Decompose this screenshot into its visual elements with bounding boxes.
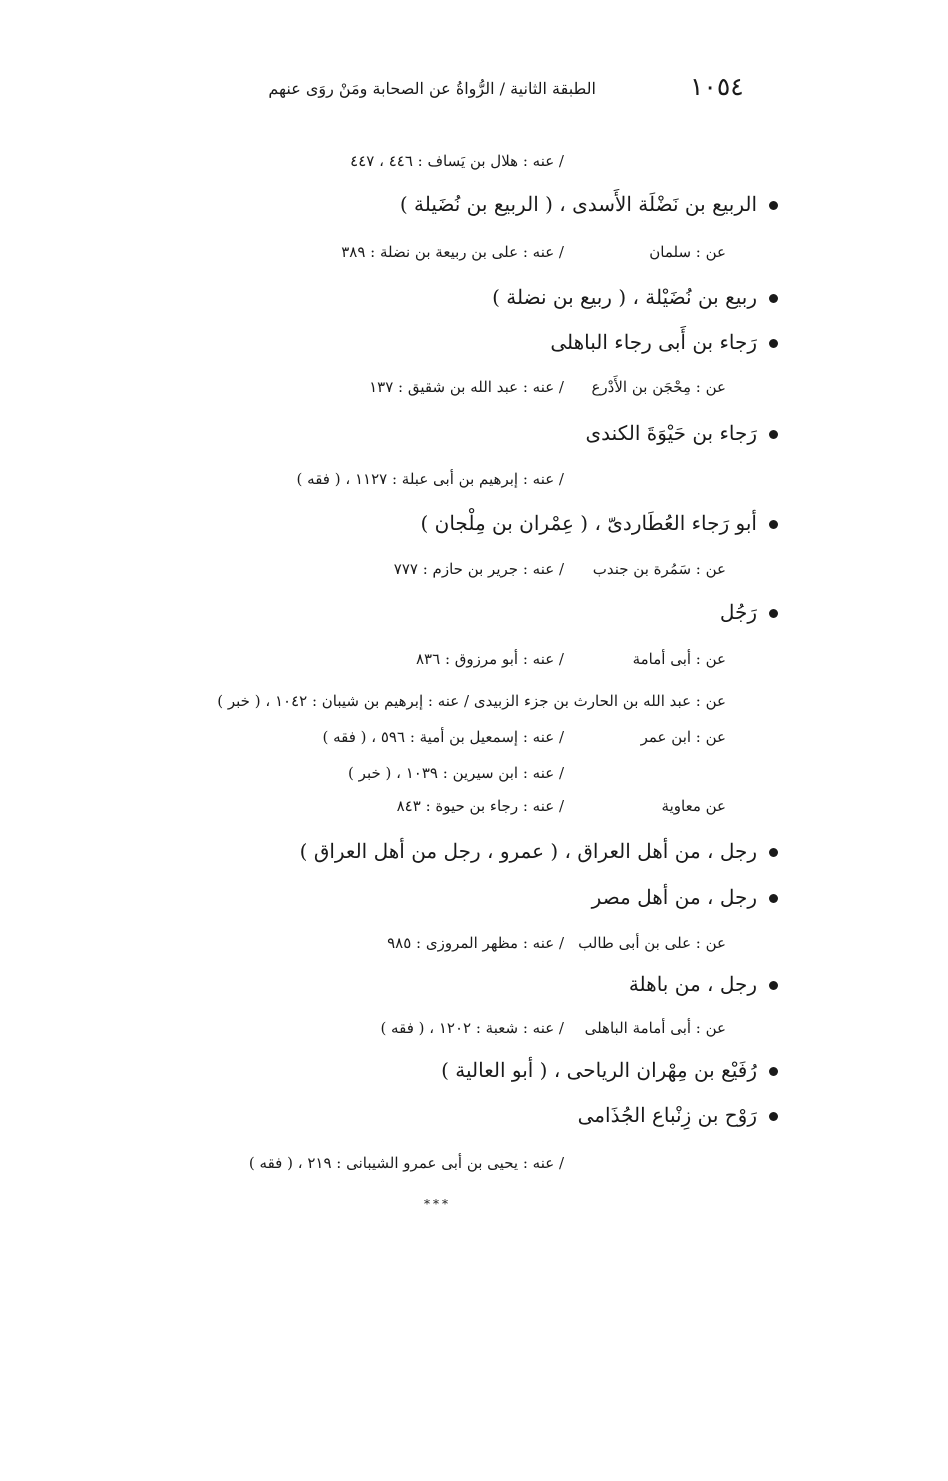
bullet-icon (769, 430, 778, 439)
narrator-line: / عنه : يحيى بن أبى عمرو الشيبانى : ٢١٩ ، ( فقه ) (248, 1154, 564, 1172)
running-title: الطبقة الثانية / الرُّواةُ عن الصحابة ومَنْ روَى عنهم (268, 79, 596, 98)
narrator-line: / عنه : ابن سيرين : ١٠٣٩ ، ( خبر ) (348, 764, 564, 782)
entry-heading: رَوْح بن زِنْباع الجُذَامى (578, 1103, 778, 1127)
narrator-line: / عنه : رجاء بن حيوة : ٨٤٣ (396, 797, 564, 815)
source-line: عن : سلمان (649, 243, 726, 261)
bullet-icon (769, 894, 778, 903)
source-line: عن : سَمُرة بن جندب (592, 560, 726, 578)
source-line: عن : على بن أبى طالب (578, 934, 726, 952)
source-line: عن : عبد الله بن الحارث بن جزء الزبيدى / عنه : إبرهيم بن شيبان : ١٠٤٢ ، ( خبر ) (217, 692, 726, 710)
bullet-icon (769, 981, 778, 990)
narrator-line: / عنه : أبو مرزوق : ٨٣٦ (416, 650, 564, 668)
entry-heading: رَجُل (720, 600, 778, 624)
narrator-line: / عنه : عبد الله بن شقيق : ١٣٧ (369, 378, 564, 396)
entry-heading: رجل ، من باهلة (629, 972, 778, 996)
entry-heading: ربيع بن نُضَيْلة ، ( ربيع بن نضلة ) (492, 285, 778, 309)
page-number: ١٠٥٤ (690, 72, 744, 101)
narrator-line: / عنه : على بن ربيعة بن نضلة : ٣٨٩ (341, 243, 564, 261)
source-line: عن : مِحْجَن بن الأَدْرع (591, 378, 726, 396)
narrator-line: / عنه : إبرهيم بن أبى عبلة : ١١٢٧ ، ( فقه ) (296, 470, 564, 488)
source-line: عن معاوية (661, 797, 726, 815)
entry-heading: رجل ، من أهل مصر (592, 885, 778, 909)
bullet-icon (769, 520, 778, 529)
entry-heading: رَجاء بن حَيْوَةَ الكندى (586, 421, 778, 445)
bullet-icon (769, 848, 778, 857)
source-line: عن : أبى أمامة الباهلى (584, 1019, 726, 1037)
entry-heading: رَجاء بن أَبى رجاء الباهلى (550, 330, 778, 354)
narrator-line: / عنه : مظهر المروزى : ٩٨٥ (387, 934, 564, 952)
source-line: عن : ابن عمر (640, 728, 726, 746)
entry-heading: رجل ، من أهل العراق ، ( عمرو ، رجل من أهل العراق ) (300, 839, 778, 863)
bullet-icon (769, 1112, 778, 1121)
bullet-icon (769, 1067, 778, 1076)
source-line: عن : أبى أمامة (632, 650, 726, 668)
bullet-icon (769, 339, 778, 348)
entry-heading: رُفَيْع بن مِهْران الرياحى ، ( أبو العالية ) (441, 1058, 778, 1082)
narrator-line: / عنه : شعبة : ١٢٠٢ ، ( فقه ) (380, 1019, 564, 1037)
bullet-icon (769, 201, 778, 210)
section-end-mark: *** (424, 1197, 451, 1211)
entry-heading: الربيع بن نَضْلَة الأَسدى ، ( الربيع بن نُضَيلة ) (400, 192, 778, 216)
narrator-line: / عنه : هلال بن يَساف : ٤٤٦ ، ٤٤٧ (350, 152, 564, 170)
entry-heading: أبو رَجاء العُطَاردىّ ، ( عِمْران بن مِلْجان ) (420, 511, 778, 535)
narrator-line: / عنه : جرير بن حازم : ٧٧٧ (393, 560, 564, 578)
narrator-line: / عنه : إسمعيل بن أمية : ٥٩٦ ، ( فقه ) (322, 728, 564, 746)
bullet-icon (769, 609, 778, 618)
bullet-icon (769, 294, 778, 303)
